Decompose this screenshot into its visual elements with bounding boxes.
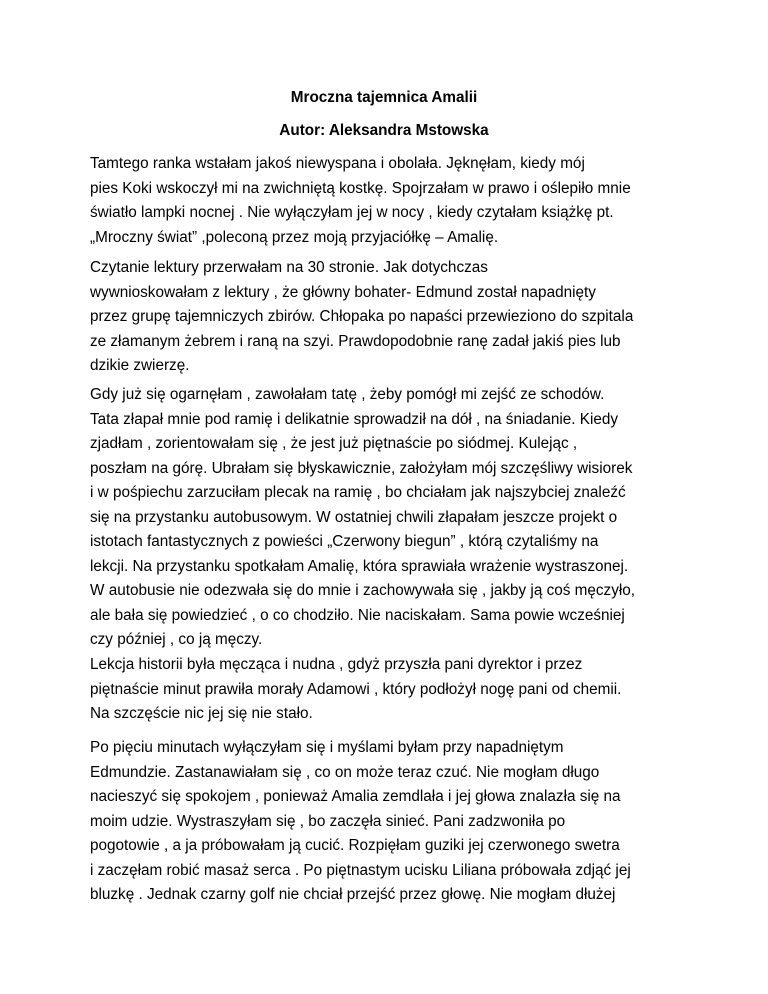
document-title: Mroczna tajemnica Amalii [290, 89, 478, 106]
paragraph-line: pies Koki wskoczył mi na zwichniętą kostkę. Spojrzałam w prawo i oślepiło mnie [90, 179, 631, 197]
paragraph-line: lekcji. Na przystanku spotkałam Amalię, która sprawiała wrażenie wystraszonej. [90, 557, 629, 575]
paragraph-line: „Mroczny świat” ,poleconą przez moją przyjaciółkę – Amalię. [90, 228, 499, 246]
paragraph-line: Edmundzie. Zastanawiałam się , co on może teraz czuć. Nie mogłam długo [90, 763, 600, 781]
author-line: Autor: Aleksandra Mstowska [279, 122, 489, 139]
paragraph-1 [90, 152, 690, 250]
paragraph-line: przez grupę tajemniczych zbirów. Chłopaka po napaści przewieziono do szpitala [90, 308, 634, 325]
paragraph-line: moim udzie. Wystraszyłam się , bo zaczęła sinieć. Pani zadzwoniła po [90, 812, 566, 830]
paragraph-line: W autobusie nie odezwała się do mnie i zachowywała się , jakby ją coś męczyło, [90, 582, 635, 599]
paragraph-2 [90, 256, 690, 379]
paragraph-line: Na szczęście nic jej się nie stało. [90, 705, 313, 722]
paragraph-line: Gdy już się ogarnęłam , zawołałam tatę , żeby pomógł mi zejść ze schodów. [90, 386, 605, 403]
paragraph-line: światło lampki nocnej . Nie wyłączyłam jej w nocy , kiedy czytałam książkę pt. [90, 204, 614, 221]
paragraph-line: pogotowie , a ja próbowałam ją cucić. Rozpięłam guziki jej czerwonego swetra [90, 837, 620, 854]
paragraph-line: czy później , co ją męczy. [90, 631, 263, 648]
paragraph-5 [90, 736, 690, 908]
paragraph-line: dzikie zwierzę. [90, 357, 190, 374]
paragraph-line: ze złamanym żebrem i raną na szyi. Prawdopodobnie ranę zadał jakiś pies lub [90, 332, 621, 350]
paragraph-line: bluzkę . Jednak czarny golf nie chciał przejść przez głowę. Nie mogłam dłużej [90, 886, 616, 903]
paragraph-line: piętnaście minut prawiła morały Adamowi , który podłożył nogę pani od chemii. [90, 680, 622, 698]
paragraph-4 [90, 653, 690, 727]
paragraph-line: Czytanie lektury przerwałam na 30 stronie. Jak dotychczas [90, 259, 488, 276]
paragraph-line: nacieszyć się spokojem , ponieważ Amalia zemdlała i jej głowa znalazła się na [90, 788, 621, 805]
paragraph-line: Po pięciu minutach wyłączyłam się i myślami byłam przy napadniętym [90, 739, 564, 756]
paragraph-line: ale bała się powiedzieć , o co chodziło. Nie naciskałam. Sama powie wcześniej [90, 606, 625, 624]
paragraph-line: Lekcja historii była męcząca i nudna , gdyż przyszła pani dyrektor i przez [90, 656, 583, 673]
paragraph-line: i zaczęłam robić masaż serca . Po piętnastym ucisku Liliana próbowała zdjąć jej [90, 861, 631, 879]
paragraph-line: i w pośpiechu zarzuciłam plecak na ramię , bo chciałam jak najszybciej znaleźć [90, 484, 626, 501]
paragraph-line: Tamtego ranka wstałam jakoś niewyspana i obolała. Jęknęłam, kiedy mój [90, 155, 585, 172]
paragraph-3 [90, 383, 690, 653]
paragraph-line: Tata złapał mnie pod ramię i delikatnie sprowadził na dół , na śniadanie. Kiedy [90, 410, 619, 428]
paragraph-line: się na przystanku autobusowym. W ostatniej chwili złapałam jeszcze projekt o [90, 508, 618, 526]
paragraph-line: zjadłam , zorientowałam się , że jest już piętnaście po siódmej. Kulejąc , [90, 435, 578, 452]
paragraph-line: poszłam na górę. Ubrałam się błyskawicznie, założyłam mój szczęśliwy wisiorek [90, 459, 633, 477]
paragraph-line: wywnioskowałam z lektury , że główny bohater- Edmund został napadnięty [90, 283, 596, 301]
paragraph-line: istotach fantastycznych z powieści „Czerwony biegun” , którą czytaliśmy na [90, 533, 599, 550]
